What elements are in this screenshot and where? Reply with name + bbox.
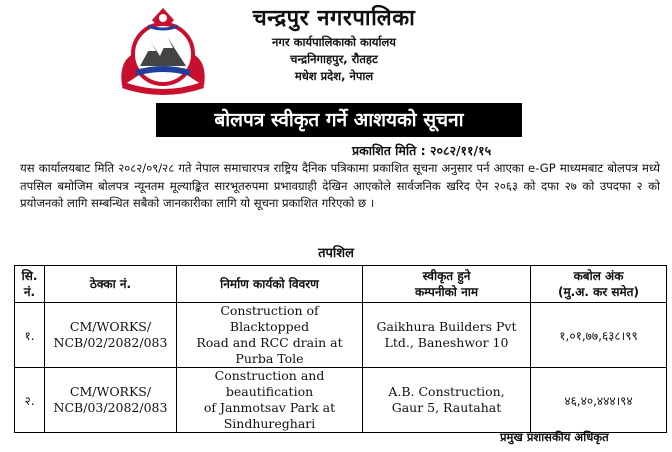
published-date: प्रकाशित मिति : २०८२/११/१५ <box>352 143 492 158</box>
office-address: चन्द्रनिगाहपुर, रौतहट <box>290 52 378 66</box>
row-amount: ४६,४०,४४४।९४ <box>531 368 667 433</box>
row-description: Construction of Blacktopped Road and RCC drain at Purba Tole <box>177 303 363 368</box>
row-contract-no: CM/WORKS/ NCB/02/2082/083 <box>45 303 177 368</box>
office-province: मधेश प्रदेश, नेपाल <box>294 69 374 83</box>
nepal-emblem-icon <box>112 6 214 98</box>
table-row <box>15 303 667 368</box>
notice-body: यस कार्यालयबाट मिति २०८२/०९/२८ गते नेपाल समाचारपत्र राष्ट्रिय दैनिक पत्रिकामा प्रकाशित सूचना अनुसार पर्न आएका e-GP माध्यमबाट बोलपत्र मध्ये तपसिल बमोजिम बोलपत्र न्यूनतम मूल्याङ्कित सारभूतरुपमा प्रभावग्राही देखिन आएकोले सार्वजनिक खरिद ऐन २०६३ को दफा २७ को उपदफा २ को प्रयोजनको लागि सम्बन्धित सबैको जानकारीका लागि यो सूचना प्रकाशित गरिएको छ । <box>20 161 660 210</box>
office-name: नगर कार्यपालिकाको कार्यालय <box>272 35 396 49</box>
row-sn: २. <box>15 368 45 433</box>
header-amount: कबोल अंक (मु.अ. कर समेत) <box>531 266 667 303</box>
header-sn: सि. नं. <box>15 266 45 303</box>
row-amount: १,०१,७७,६३८।९९ <box>531 303 667 368</box>
row-sn: १. <box>15 303 45 368</box>
header-description: निर्माण कार्यको विवरण <box>177 266 363 303</box>
header-company: स्वीकृत हुने कम्पनीको नाम <box>363 266 531 303</box>
header-contract-no: ठेक्का नं. <box>45 266 177 303</box>
row-description: Construction and beautification of Janmotsav Park at Sindhureghari <box>177 368 363 433</box>
org-name: चन्द्रपुर नगरपालिका <box>252 6 416 31</box>
table-header-row <box>15 266 667 303</box>
schedule-title: तपशिल <box>318 246 354 261</box>
signatory: प्रमुख प्रशासकीय अधिकृत <box>500 430 609 444</box>
row-company: A.B. Construction, Gaur 5, Rautahat <box>363 368 531 433</box>
bid-table <box>14 265 667 433</box>
notice-title-banner: बोलपत्र स्वीकृत गर्ने आशयको सूचना <box>156 103 522 137</box>
row-company: Gaikhura Builders Pvt Ltd., Baneshwor 10 <box>363 303 531 368</box>
org-header <box>224 4 444 85</box>
row-contract-no: CM/WORKS/ NCB/03/2082/083 <box>45 368 177 433</box>
table-row <box>15 368 667 433</box>
